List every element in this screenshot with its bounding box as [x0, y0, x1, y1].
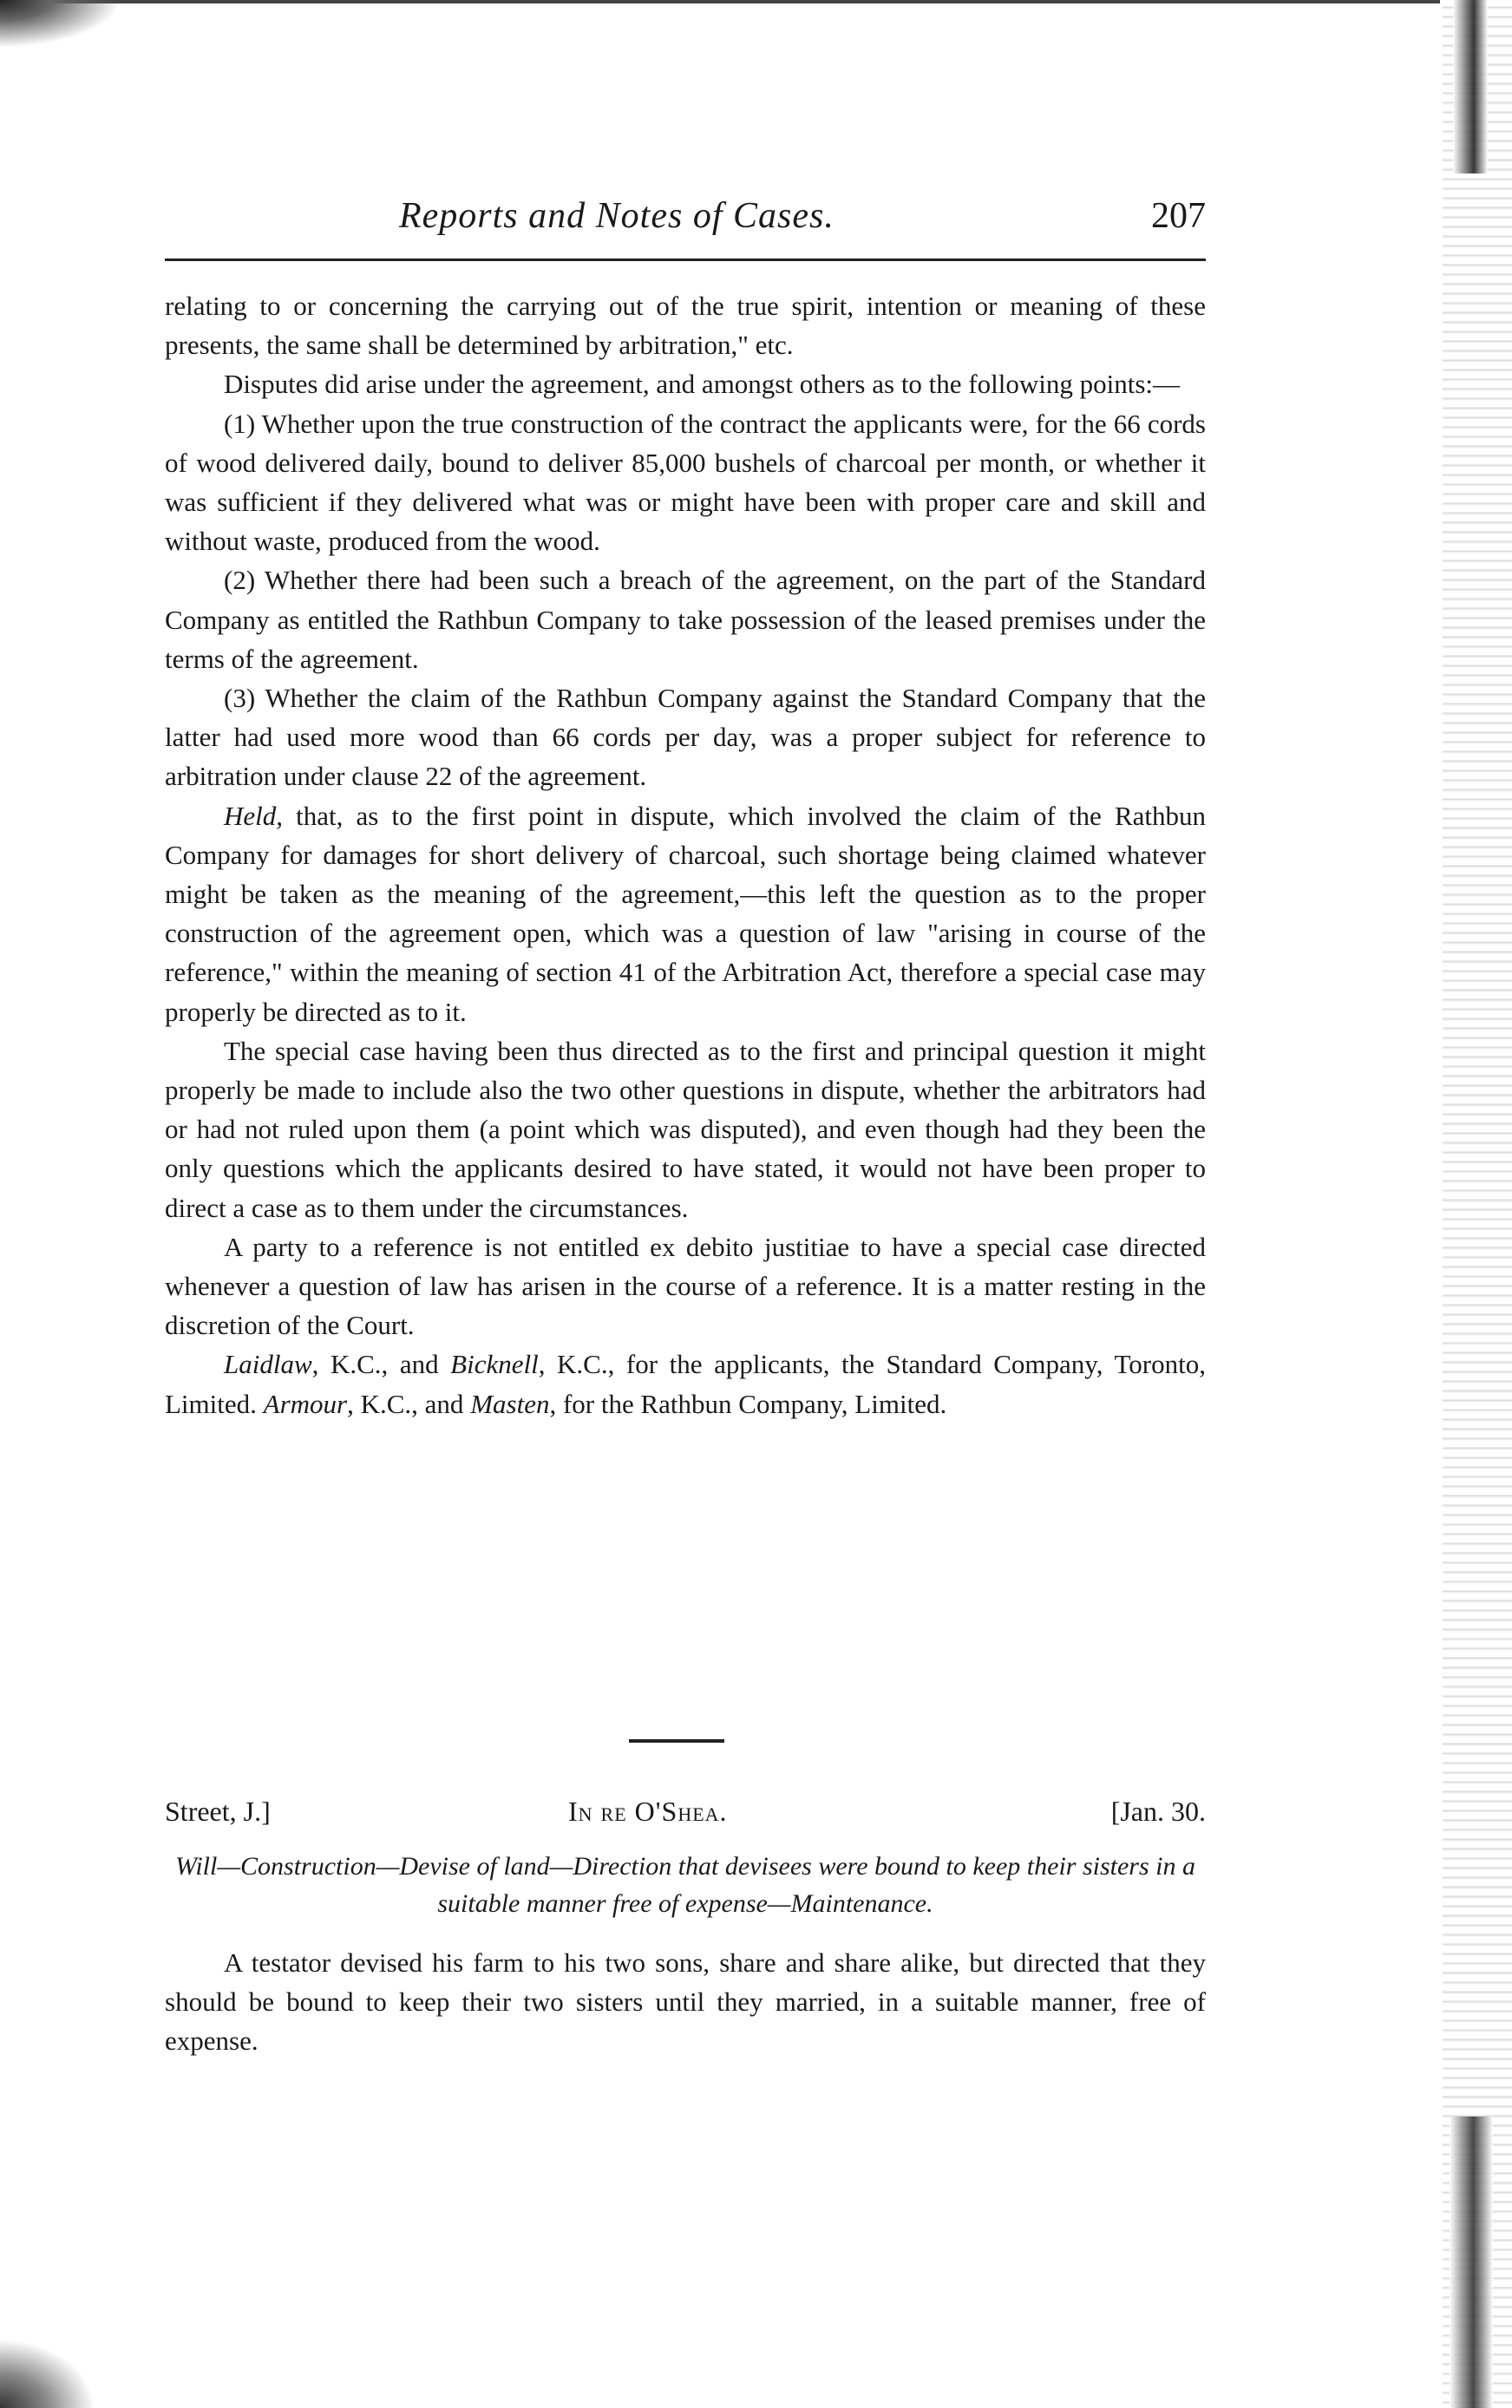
scan-corner-smudge	[0, 2339, 95, 2408]
case-title: In re O'Shea.	[568, 1796, 728, 1827]
paragraph: Disputes did arise under the agreement, and amongst others as to the following points:—	[224, 369, 1180, 400]
paragraph: The special case having been thus directed as to the first and principal question it might properly be made to include also the two other questions in dispute, whether the arbitrators had or had not ruled upon them (a point which was disputed), and even though had they been the only questions which the applicants desired to have stated, it would not have been proper to direct a case as to them under the circumstances.	[165, 1035, 1206, 1223]
counsel-text: , for the Rathbun Company, Limited.	[549, 1388, 947, 1419]
held-lead: Held,	[224, 800, 284, 831]
case-body: A testator devised his farm to his two sons, share and share alike, but directed that they should be bound to keep their two sisters until they married, in a suitable manner, free of expense.	[165, 1947, 1206, 2056]
scan-binding-edge	[1443, 0, 1512, 2408]
report-body	[165, 286, 1206, 1423]
paragraph: (2) Whether there had been such a breach of the agreement, on the part of the Standard Company as entitled the Rathbun Company to take possession of the leased premises under the terms of the agreement.	[165, 565, 1206, 674]
case-judge: Street, J.]	[165, 1796, 271, 1827]
counsel-text: , K.C., for the applicants, the Standard Company, Toronto, Limited.	[165, 1349, 1206, 1419]
scan-corner-smudge	[0, 0, 121, 48]
paragraph: relating to or concerning the carrying out of the true spirit, intention or meaning of these presents, the same shall be determined by arbitration," etc.	[165, 291, 1206, 361]
case-date: [Jan. 30.	[1110, 1796, 1206, 1827]
paragraph: A party to a reference is not entitled ex debito justitiae to have a special case directed whenever a question of law has arisen in the course of a reference. It is a matter resting in the discretion of the Court.	[165, 1231, 1206, 1341]
counsel-text: , K.C., and	[347, 1388, 471, 1419]
scan-top-edge	[0, 0, 1440, 3]
held-paragraph	[165, 796, 1206, 1031]
running-title: Reports and Notes of Cases.	[399, 196, 835, 236]
case-headnote: Will—Construction—Devise of land—Direction that devisees were bound to keep their sisters in a suitable manner free of expense—Maintenance.	[175, 1852, 1195, 1918]
held-text: that, as to the first point in dispute, which involved the claim of the Rathbun Company for damages for short delivery of charcoal, such shortage being claimed whatever might be taken as the meaning of the agreement,—this left the question as to the proper construction of the agreement open, which was a question of law "arising in course of the reference," within the meaning of section 41 of the Arbitration Act, therefore a special case may properly be directed as to it.	[165, 800, 1206, 1027]
counsel-name: Armour	[263, 1388, 348, 1419]
counsel-name: Bicknell	[450, 1349, 539, 1380]
section-divider	[629, 1739, 724, 1743]
counsel-paragraph	[165, 1345, 1206, 1423]
header-rule	[165, 258, 1206, 261]
binding-shadow	[1450, 2117, 1493, 2408]
page-header	[165, 195, 1206, 256]
counsel-name: Masten	[470, 1388, 550, 1419]
page-number: 207	[1151, 196, 1206, 236]
binding-shadow	[1453, 0, 1488, 173]
counsel-text: , K.C., and	[311, 1349, 451, 1380]
counsel-name: Laidlaw	[224, 1349, 312, 1380]
case-heading	[165, 1796, 1206, 1839]
paragraph: (1) Whether upon the true construction of the contract the applicants were, for the 66 cords of wood delivered daily, bound to deliver 85,000 bushels of charcoal per month, or whether it was sufficient if they delivered what was or might have been with proper care and skill and without waste, produced from the wood.	[165, 408, 1206, 557]
paragraph: (3) Whether the claim of the Rathbun Company against the Standard Company that the latter had used more wood than 66 cords per day, was a proper subject for reference to arbitration under clause 22 of the agreement.	[165, 683, 1206, 792]
